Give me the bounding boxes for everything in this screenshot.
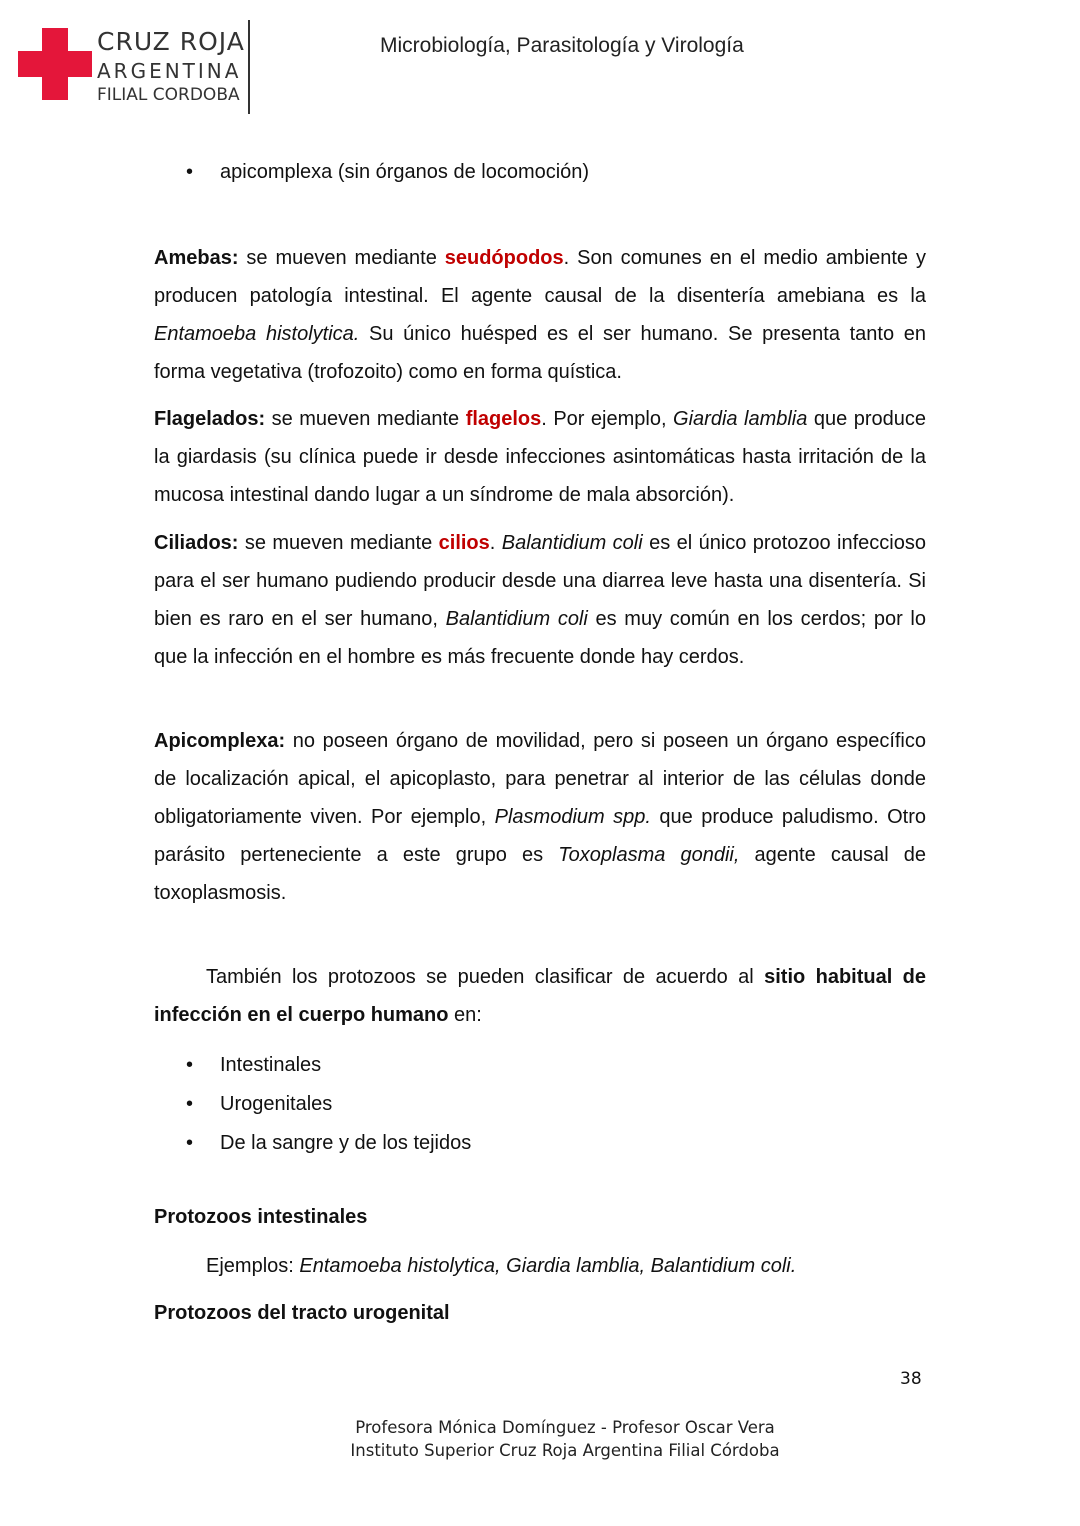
species: Entamoeba histolytica, Giardia lamblia, Balantidium coli. — [299, 1255, 797, 1277]
text: Ejemplos: — [206, 1255, 300, 1277]
page-number: 38 — [900, 1369, 922, 1389]
paragraph-ejemplos — [154, 1247, 926, 1285]
list-item: • De la sangre y de los tejidos — [186, 1124, 471, 1163]
species: Entamoeba histolytica. — [154, 323, 360, 345]
logo-line3: FILIAL CORDOBA — [97, 85, 240, 105]
text: que produce la giardasis (su clínica puede ir desde infecciones asintomáticas hasta irritación de la mucosa intestinal dando lugar a un síndrome de mala absorción). — [154, 408, 926, 506]
text: . — [489, 532, 502, 554]
species: Balantidium coli — [445, 608, 588, 630]
heading-intestinales: Protozoos intestinales — [154, 1206, 368, 1228]
list-item: • Intestinales — [186, 1046, 471, 1085]
footer-authors: Profesora Mónica Domínguez - Profesor Oscar Vera — [355, 1418, 775, 1437]
species: Balantidium coli — [501, 532, 643, 554]
term: Apicomplexa: — [154, 730, 286, 752]
paragraph-apicomplexa — [154, 722, 926, 912]
logo-line1: CRUZ ROJA — [97, 27, 245, 56]
footer-institution: Instituto Superior Cruz Roja Argentina Filial Córdoba — [350, 1441, 780, 1460]
text: que produce paludismo. Otro parásito perteneciente a este grupo es — [154, 806, 926, 866]
paragraph-tambien — [154, 958, 926, 1034]
text: . Por ejemplo, — [541, 408, 674, 430]
text: es muy común en los cerdos; por lo que la infección en el hombre es más frecuente donde hay cerdos. — [154, 608, 927, 668]
text: se mueven mediante — [265, 408, 466, 430]
logo-line2: ARGENTINA — [97, 59, 242, 83]
header-divider — [248, 20, 250, 114]
text: se mueven mediante — [238, 532, 439, 554]
species: Giardia lamblia — [673, 408, 808, 430]
term: Amebas: — [154, 247, 239, 269]
bullet-list-top — [186, 153, 589, 192]
bold-text: sitio habitual de infección en el cuerpo humano — [154, 966, 926, 1026]
text: . Son comunes en el medio ambiente y producen patología intestinal. El agente causal de la disentería amebiana es la — [154, 247, 926, 307]
sites-list — [186, 1046, 471, 1163]
text: no poseen órgano de movilidad, pero si poseen un órgano específico de localización apical, el apicoplasto, para penetrar al interior de las células donde obligatoriamente viven. Por ejemplo, — [154, 730, 926, 828]
paragraph-ciliados — [154, 524, 926, 676]
text: Su único huésped es el ser humano. Se presenta tanto en forma vegetativa (trofozoito) como en forma quística. — [154, 323, 926, 383]
red-cross-icon-bar — [18, 51, 92, 77]
text: También los protozoos se pueden clasificar de acuerdo al — [206, 966, 765, 988]
text: en: — [448, 1004, 482, 1026]
species: Plasmodium spp. — [494, 806, 651, 828]
heading-urogenital: Protozoos del tracto urogenital — [154, 1302, 450, 1324]
list-item: • Urogenitales — [186, 1085, 471, 1124]
term: Ciliados: — [154, 532, 239, 554]
paragraph-flagelados — [154, 400, 926, 514]
keyword: flagelos — [465, 408, 542, 430]
list-item: • apicomplexa (sin órganos de locomoción) — [186, 153, 589, 192]
keyword: seudópodos — [444, 247, 564, 269]
paragraph-amebas — [154, 239, 926, 391]
text: se mueven mediante — [238, 247, 445, 269]
text: agente causal de toxoplasmosis. — [154, 844, 927, 904]
keyword: cilios — [438, 532, 490, 554]
text: es el único protozoo infeccioso para el ser humano pudiendo producir desde una diarrea leve hasta una disentería. Si bien es raro en el ser humano, — [154, 532, 926, 630]
term: Flagelados: — [154, 408, 266, 430]
header-title: Microbiología, Parasitología y Virología — [380, 34, 744, 57]
species: Toxoplasma gondii, — [558, 844, 740, 866]
